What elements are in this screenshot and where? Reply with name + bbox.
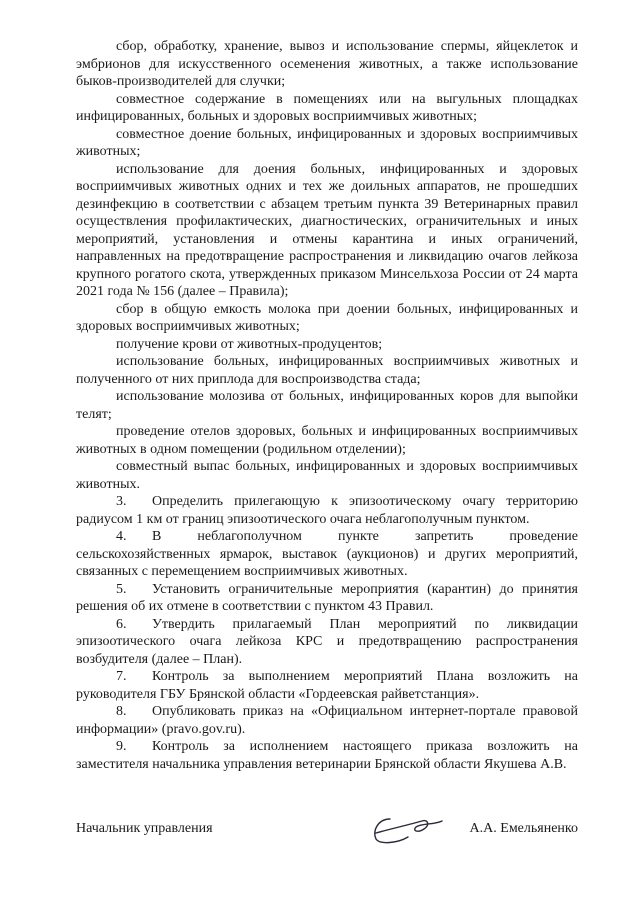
paragraph: сбор в общую емкость молока при доении больных, инфицированных и здоровых восприимчивых животных;	[76, 301, 578, 334]
numbered-item	[76, 528, 578, 581]
numbered-item	[76, 668, 578, 703]
paragraph: использование для доения больных, инфицированных и здоровых восприимчивых животных одних и тех же доильных аппаратов, не прошедших дезинфекцию в соответствии с абзацем третьим пункта 39 Ветеринарных правил осуществления профилактических, диагностических, ограничительных и иных мероприятий, установления и отмены карантина и иных ограничений, направленных на предотвращение распространения и ликвидацию очагов лейкоза крупного рогатого скота, утвержденных приказом Минсельхоза России от 24 марта 2021 года № 156 (далее – Правила);	[76, 161, 578, 299]
item-text: Опубликовать приказ на «Официальном интернет-портале правовой информации» (pravo.gov.ru).	[76, 704, 578, 737]
paragraph: использование больных, инфицированных восприимчивых животных и полученного от них приплода для воспроизводства стада;	[76, 354, 578, 387]
numbered-item	[76, 703, 578, 738]
handwritten-signature	[368, 811, 448, 852]
item-number: 9.	[116, 739, 127, 754]
item-text: Утвердить прилагаемый План мероприятий по ликвидации эпизоотического очага лейкоза КРС и предотвращению распространения возбудителя (далее – План).	[76, 616, 578, 667]
item-text: Контроль за выполнением мероприятий Плана возложить на руководителя ГБУ Брянской области «Гордеевская райветстанция».	[76, 669, 578, 702]
item-number: 8.	[116, 704, 127, 719]
item-number: 5.	[116, 581, 127, 597]
paragraph: проведение отелов здоровых, больных и инфицированных восприимчивых животных в одном помещении (родильном отделении);	[76, 424, 578, 457]
item-text: Определить прилегающую к эпизоотическому очагу территорию радиусом 1 км от границ эпизоотического очага неблагополучным пунктом.	[76, 494, 578, 527]
item-text: Контроль за исполнением настоящего приказа возложить на заместителя начальника управления ветеринарии Брянской области Якушева А.В.	[76, 739, 578, 772]
signatory-position: Начальник управления	[76, 821, 213, 836]
item-text: Установить ограничительные мероприятия (карантин) до принятия решения об их отмене в соответствии с пунктом 43 Правил.	[76, 581, 578, 614]
numbered-item	[76, 493, 578, 528]
paragraph: совместный выпас больных, инфицированных и здоровых восприимчивых животных.	[76, 459, 578, 492]
paragraph: использование молозива от больных, инфицированных коров для выпойки телят;	[76, 389, 578, 422]
item-number: 6.	[116, 616, 127, 632]
paragraph: совместное содержание в помещениях или на выгульных площадках инфицированных, больных и здоровых восприимчивых животных;	[76, 91, 578, 124]
paragraph: совместное доение больных, инфицированных и здоровых восприимчивых животных;	[76, 126, 578, 159]
numbered-item	[76, 738, 578, 773]
item-number: 7.	[116, 669, 127, 684]
paragraph: получение крови от животных-продуцентов;	[116, 336, 383, 352]
document-body	[76, 38, 578, 773]
numbered-item	[76, 581, 578, 616]
signatory-name: А.А. Емельяненко	[469, 821, 578, 836]
item-text: В неблагополучном пункте запретить проведение сельскохозяйственных ярмарок, выставок (аукционов) и других мероприятий, связанных с перемещением восприимчивых животных.	[76, 529, 578, 579]
item-number: 3.	[116, 494, 127, 509]
item-number: 4.	[116, 529, 127, 544]
signature-block	[76, 821, 578, 845]
paragraph: сбор, обработку, хранение, вывоз и использование спермы, яйцеклеток и эмбрионов для искусственного осеменения животных, а также использование быков-производителей для случки;	[76, 39, 578, 89]
numbered-item	[76, 616, 578, 669]
